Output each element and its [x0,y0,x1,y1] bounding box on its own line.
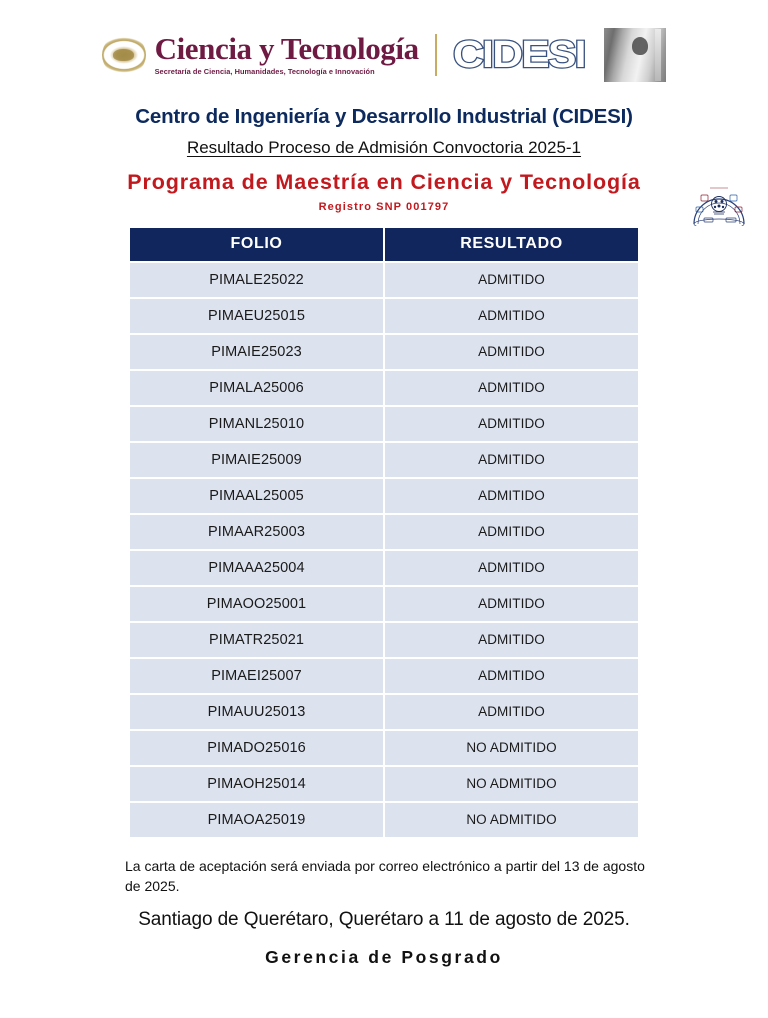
table-header-row [130,228,638,261]
table-header [130,228,638,261]
cell-folio: PIMAIE25009 [130,443,383,477]
woman-with-flag-photo [604,28,666,82]
document-footer [0,856,768,969]
cell-resultado: ADMITIDO [385,371,638,405]
admission-results-table [128,226,640,839]
table-row [130,551,638,585]
column-header-folio: FOLIO [130,228,383,261]
registro-snp-label: Registro SNP 001797 [318,200,450,213]
cell-resultado: ADMITIDO [385,695,638,729]
acceptance-letter-note: La carta de aceptación será enviada por correo electrónico a partir del 13 de agosto de 2025. [125,857,645,894]
program-block [0,170,768,213]
cell-folio: PIMAAA25004 [130,551,383,585]
cell-folio: PIMAOH25014 [130,767,383,801]
cidesi-logo: CIDESI [452,34,585,76]
table-row [130,299,638,333]
cell-folio: PIMAOA25019 [130,803,383,837]
gob-logo-title: Ciencia y Tecnología [154,30,419,66]
cell-folio: PIMADO25016 [130,731,383,765]
cell-folio: PIMATR25021 [130,623,383,657]
mexican-coat-of-arms-seal-icon [102,34,146,76]
table-row [130,587,638,621]
cell-resultado: NO ADMITIDO [385,731,638,765]
cell-folio: PIMANL25010 [130,407,383,441]
cell-folio: PIMAUU25013 [130,695,383,729]
logo-divider [435,34,437,76]
table-row [130,515,638,549]
table-row [130,479,638,513]
gob-logo-text [154,30,419,77]
table-row [130,731,638,765]
cell-folio: PIMAIE25023 [130,335,383,369]
program-title: Programa de Maestría en Ciencia y Tecnología [127,169,641,194]
cell-resultado: ADMITIDO [385,263,638,297]
cell-folio: PIMAEI25007 [130,659,383,693]
gob-logo-subtitle: Secretaría de Ciencia, Humanidades, Tecnología e Innovación [154,66,375,76]
table-row [130,335,638,369]
cell-folio: PIMALE25022 [130,263,383,297]
cell-resultado: ADMITIDO [385,407,638,441]
table-row [130,371,638,405]
cell-folio: PIMALA25006 [130,371,383,405]
cell-resultado: ADMITIDO [385,551,638,585]
cell-resultado: ADMITIDO [385,479,638,513]
cell-folio: PIMAEU25015 [130,299,383,333]
cell-resultado: ADMITIDO [385,587,638,621]
cell-resultado: ADMITIDO [385,623,638,657]
institutional-logo-bar [0,24,768,86]
page-title: Centro de Ingeniería y Desarrollo Industrial (CIDESI) [135,105,633,128]
cell-resultado: ADMITIDO [385,443,638,477]
table-row [130,443,638,477]
table-row [130,767,638,801]
snp-accreditation-seal-icon [688,174,750,226]
cell-folio: PIMAAL25005 [130,479,383,513]
table-row [130,407,638,441]
table-row [130,623,638,657]
cell-resultado: ADMITIDO [385,335,638,369]
gobierno-ciencia-tecnologia-logo [102,30,419,77]
table-row [130,695,638,729]
document-subtitle: Resultado Proceso de Admisión Convoctoria 2025-1 [186,137,582,157]
cell-resultado: ADMITIDO [385,299,638,333]
results-table-container [128,226,640,839]
cell-resultado: ADMITIDO [385,659,638,693]
table-row [130,263,638,297]
table-body [130,263,638,837]
cell-resultado: NO ADMITIDO [385,803,638,837]
column-header-resultado: RESULTADO [385,228,638,261]
table-row [130,659,638,693]
cell-resultado: ADMITIDO [385,515,638,549]
place-and-date: Santiago de Querétaro, Querétaro a 11 de agosto de 2025. [138,909,630,931]
signature-department: Gerencia de Posgrado [265,947,503,968]
document-titles [0,104,768,213]
cell-folio: PIMAOO25001 [130,587,383,621]
table-row [130,803,638,837]
cell-resultado: NO ADMITIDO [385,767,638,801]
cell-folio: PIMAAR25003 [130,515,383,549]
